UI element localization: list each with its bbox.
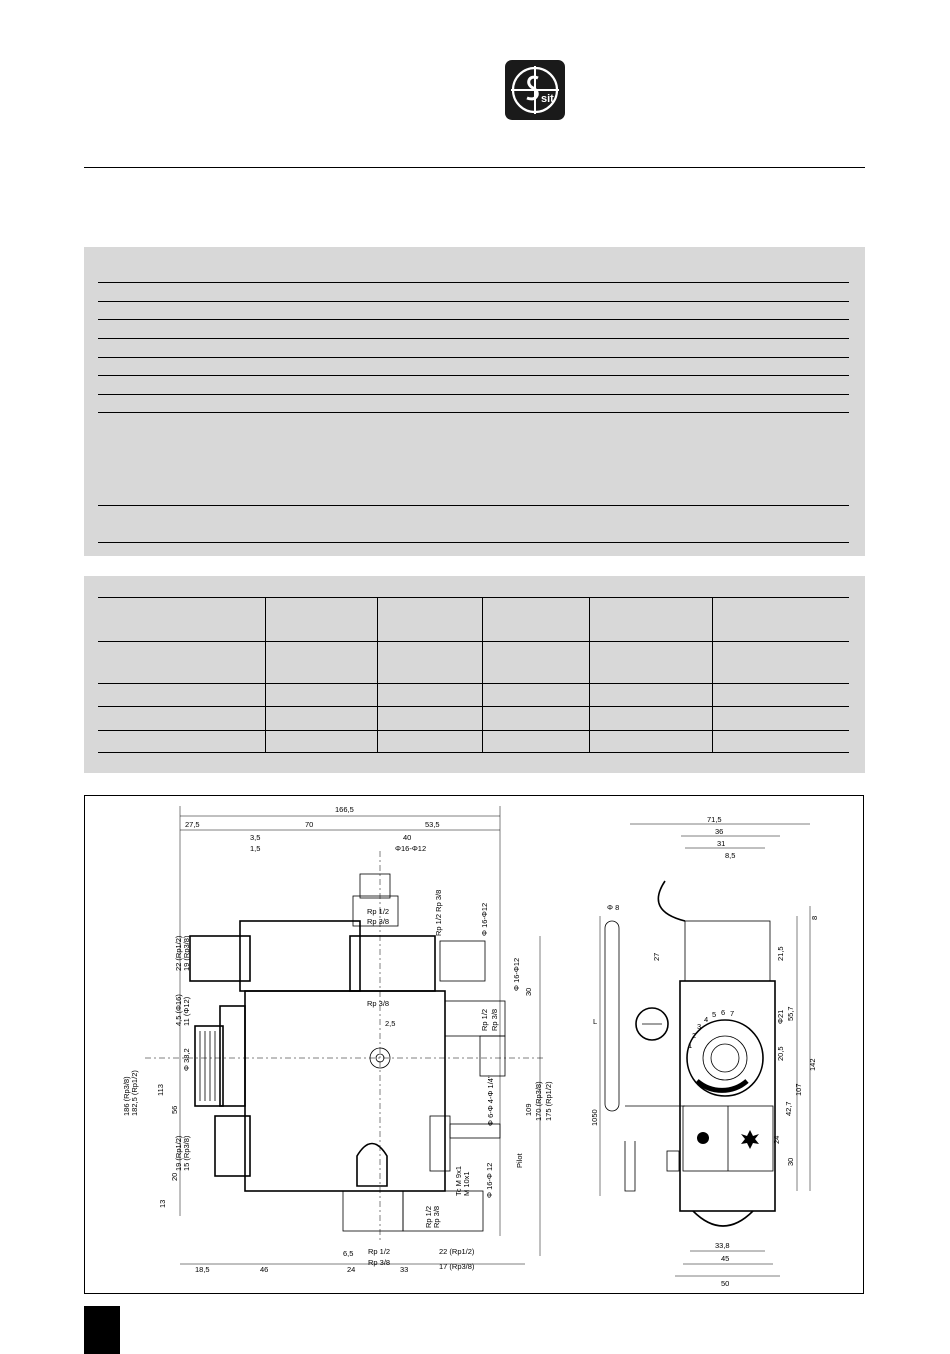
dim-side-left: 27 [652, 952, 661, 961]
dim-side-top: 71,5 [707, 815, 722, 824]
dim-left: 182,5 (Rp1/2) [130, 1070, 139, 1116]
table-row-line [98, 597, 849, 598]
dim-side-left: Φ 8 [607, 903, 620, 912]
dim-bottom: 17 (Rp3/8) [439, 1262, 475, 1271]
side-bottom-port [693, 1211, 753, 1226]
dim-side-top: 31 [717, 839, 726, 848]
dim-side-right: 107 [794, 1083, 803, 1096]
table-row-line [98, 505, 849, 506]
dim-side-bottom: 33,8 [715, 1241, 730, 1250]
table-row-line [98, 319, 849, 320]
table-col-line [589, 597, 590, 752]
dim-side-left: 1050 [590, 1109, 599, 1126]
connection-label: Rp 3/8 [490, 1008, 499, 1031]
connection-label: Tc M 9x1 [454, 1165, 463, 1196]
connection-label: Rp 1/2 [424, 1205, 433, 1228]
pilot-button-icon [697, 1132, 709, 1144]
pilot-housing [430, 1116, 450, 1171]
connection-label: Rp 3/8 [367, 917, 390, 926]
connection-label: Rp 3/8 [432, 1205, 441, 1228]
dial-number: 6 [721, 1008, 726, 1017]
connection-label: M 10x1 [462, 1171, 471, 1196]
dim-bottom: 18,5 [195, 1265, 210, 1274]
table-row-line [98, 641, 849, 642]
sit-logo [505, 60, 565, 120]
table-row-line [98, 706, 849, 707]
table-row-line [98, 730, 849, 731]
connection-label: Rp 3/8 [367, 999, 390, 1008]
dim-left: 19 (Rp3/8) [182, 935, 191, 971]
dim-side-top: 8,5 [725, 851, 736, 860]
table-row-line [98, 683, 849, 684]
dial-number: 5 [712, 1010, 717, 1019]
dim-bottom: 24 [347, 1265, 356, 1274]
top-housing [240, 921, 360, 991]
table-row-line [98, 282, 849, 283]
connection-label: Pilot [515, 1153, 524, 1168]
dim-side-right: 55,7 [786, 1006, 795, 1021]
dim-right: 170 (Rp3/8) [534, 1081, 543, 1121]
table-col-line [377, 597, 378, 752]
specifications-panel [84, 247, 865, 556]
dim-side-right: 42,7 [784, 1101, 793, 1116]
dim-side-right: 8 [810, 915, 819, 920]
dim-left: 4,5 (Φ16) [174, 994, 183, 1026]
dial-number: 7 [730, 1009, 735, 1018]
ribbed-knob [195, 1026, 223, 1106]
ignition-button-icon [741, 1130, 759, 1149]
outlet-side [480, 1036, 505, 1076]
dim-bottom: Rp 1/2 [368, 1247, 391, 1256]
table-row-line [98, 394, 849, 395]
dim-side-bottom: 50 [721, 1279, 730, 1288]
side-screw [667, 1151, 679, 1171]
dim-top: 40 [403, 833, 412, 842]
table-row-line [98, 375, 849, 376]
inlet-fitting-top [360, 874, 390, 898]
dim-bottom: 22 (Rp1/2) [439, 1247, 475, 1256]
side-view [590, 815, 819, 1288]
dim-bottom: 46 [260, 1265, 269, 1274]
dim-left: 13 [158, 1199, 167, 1208]
sit-logo-mark [505, 60, 565, 120]
table-row-line [98, 542, 849, 543]
dim-top: 166,5 [335, 805, 354, 814]
header-rule [84, 167, 865, 168]
valve-body [245, 991, 445, 1191]
dim-side-right: 20,5 [776, 1046, 785, 1061]
connection-label: Φ 6-Φ 4-Φ 1/4" [486, 1075, 495, 1126]
dim-top: Φ16-Φ12 [395, 844, 427, 853]
outlet-bottom-right [403, 1191, 483, 1231]
thermocouple-bulb [605, 921, 619, 1111]
connection-label: Φ 16-Φ12 [480, 902, 489, 936]
dim-right: 109 [524, 1103, 533, 1116]
dim-side-bottom: 45 [721, 1254, 730, 1263]
dial-number: 3 [697, 1022, 702, 1031]
connection-label: Rp 1/2 Rp 3/8 [434, 889, 443, 936]
dim-bottom: 6,5 [343, 1249, 354, 1258]
dial-number: 2 [692, 1031, 697, 1040]
dim-side-left: L [593, 1017, 598, 1026]
dim-left: 20 [170, 1172, 179, 1181]
top-left-connector [190, 936, 250, 981]
table-col-line [482, 597, 483, 752]
dim-left: 15 (Rp3/8) [182, 1135, 191, 1171]
logo-letters: sit [541, 93, 554, 105]
dim-side-top: 36 [715, 827, 724, 836]
dim-side-right: 21,5 [776, 946, 785, 961]
dim-left: 19 (Rp1/2) [174, 1135, 183, 1171]
dim-bottom: 33 [400, 1265, 409, 1274]
outlet-upper [440, 941, 485, 981]
connection-label: Φ 16-Φ12 [512, 957, 521, 991]
dim-side-right: 30 [786, 1157, 795, 1166]
dim-top: 53,5 [425, 820, 440, 829]
side-top-housing [685, 921, 770, 981]
dim-side-right: 24 [772, 1135, 781, 1144]
connection-label: Rp 1/2 [367, 907, 390, 916]
dim-top: 1,5 [250, 844, 261, 853]
dial-number: 4 [704, 1015, 709, 1024]
dim-side-right: Φ21 [776, 1009, 785, 1024]
dim-left: 56 [170, 1105, 179, 1114]
dim-left: 113 [156, 1084, 165, 1096]
dim-left: 11 (Φ12) [182, 996, 191, 1026]
table-row-line [98, 752, 849, 753]
table-col-line [265, 597, 266, 752]
table-row-line [98, 301, 849, 302]
dim-right: 30 [524, 987, 533, 996]
dim-side-right: 142 [808, 1058, 817, 1071]
table-row-line [98, 338, 849, 339]
connection-label: 2,5 [385, 1019, 396, 1028]
dim-left: 186 (Rp3/8) [122, 1076, 131, 1116]
side-top-hook [658, 881, 685, 921]
table-row-line [98, 412, 849, 413]
dim-top: 70 [305, 820, 314, 829]
table-row-line [98, 357, 849, 358]
dim-bottom: Rp 3/8 [368, 1258, 391, 1267]
top-right-housing [350, 936, 435, 991]
page-tab-marker [84, 1306, 120, 1354]
lower-port [357, 1144, 387, 1187]
capillary-coil [625, 1141, 635, 1191]
dim-left: Φ 38,2 [182, 1048, 191, 1071]
table-col-line [712, 597, 713, 752]
connection-label: Φ 16-Φ 12 [485, 1162, 494, 1198]
front-view [122, 805, 553, 1274]
dimension-drawing [84, 795, 864, 1294]
drawing-svg [85, 796, 865, 1295]
dial-number: 1 [688, 1041, 693, 1050]
models-table-panel [84, 576, 865, 773]
dim-top: 3,5 [250, 833, 261, 842]
outlet-bottom [343, 1191, 403, 1231]
connection-label: Rp 1/2 [480, 1008, 489, 1031]
dim-left: 22 (Rp1/2) [174, 935, 183, 971]
dim-right: 175 (Rp1/2) [544, 1081, 553, 1121]
dim-top: 27,5 [185, 820, 200, 829]
